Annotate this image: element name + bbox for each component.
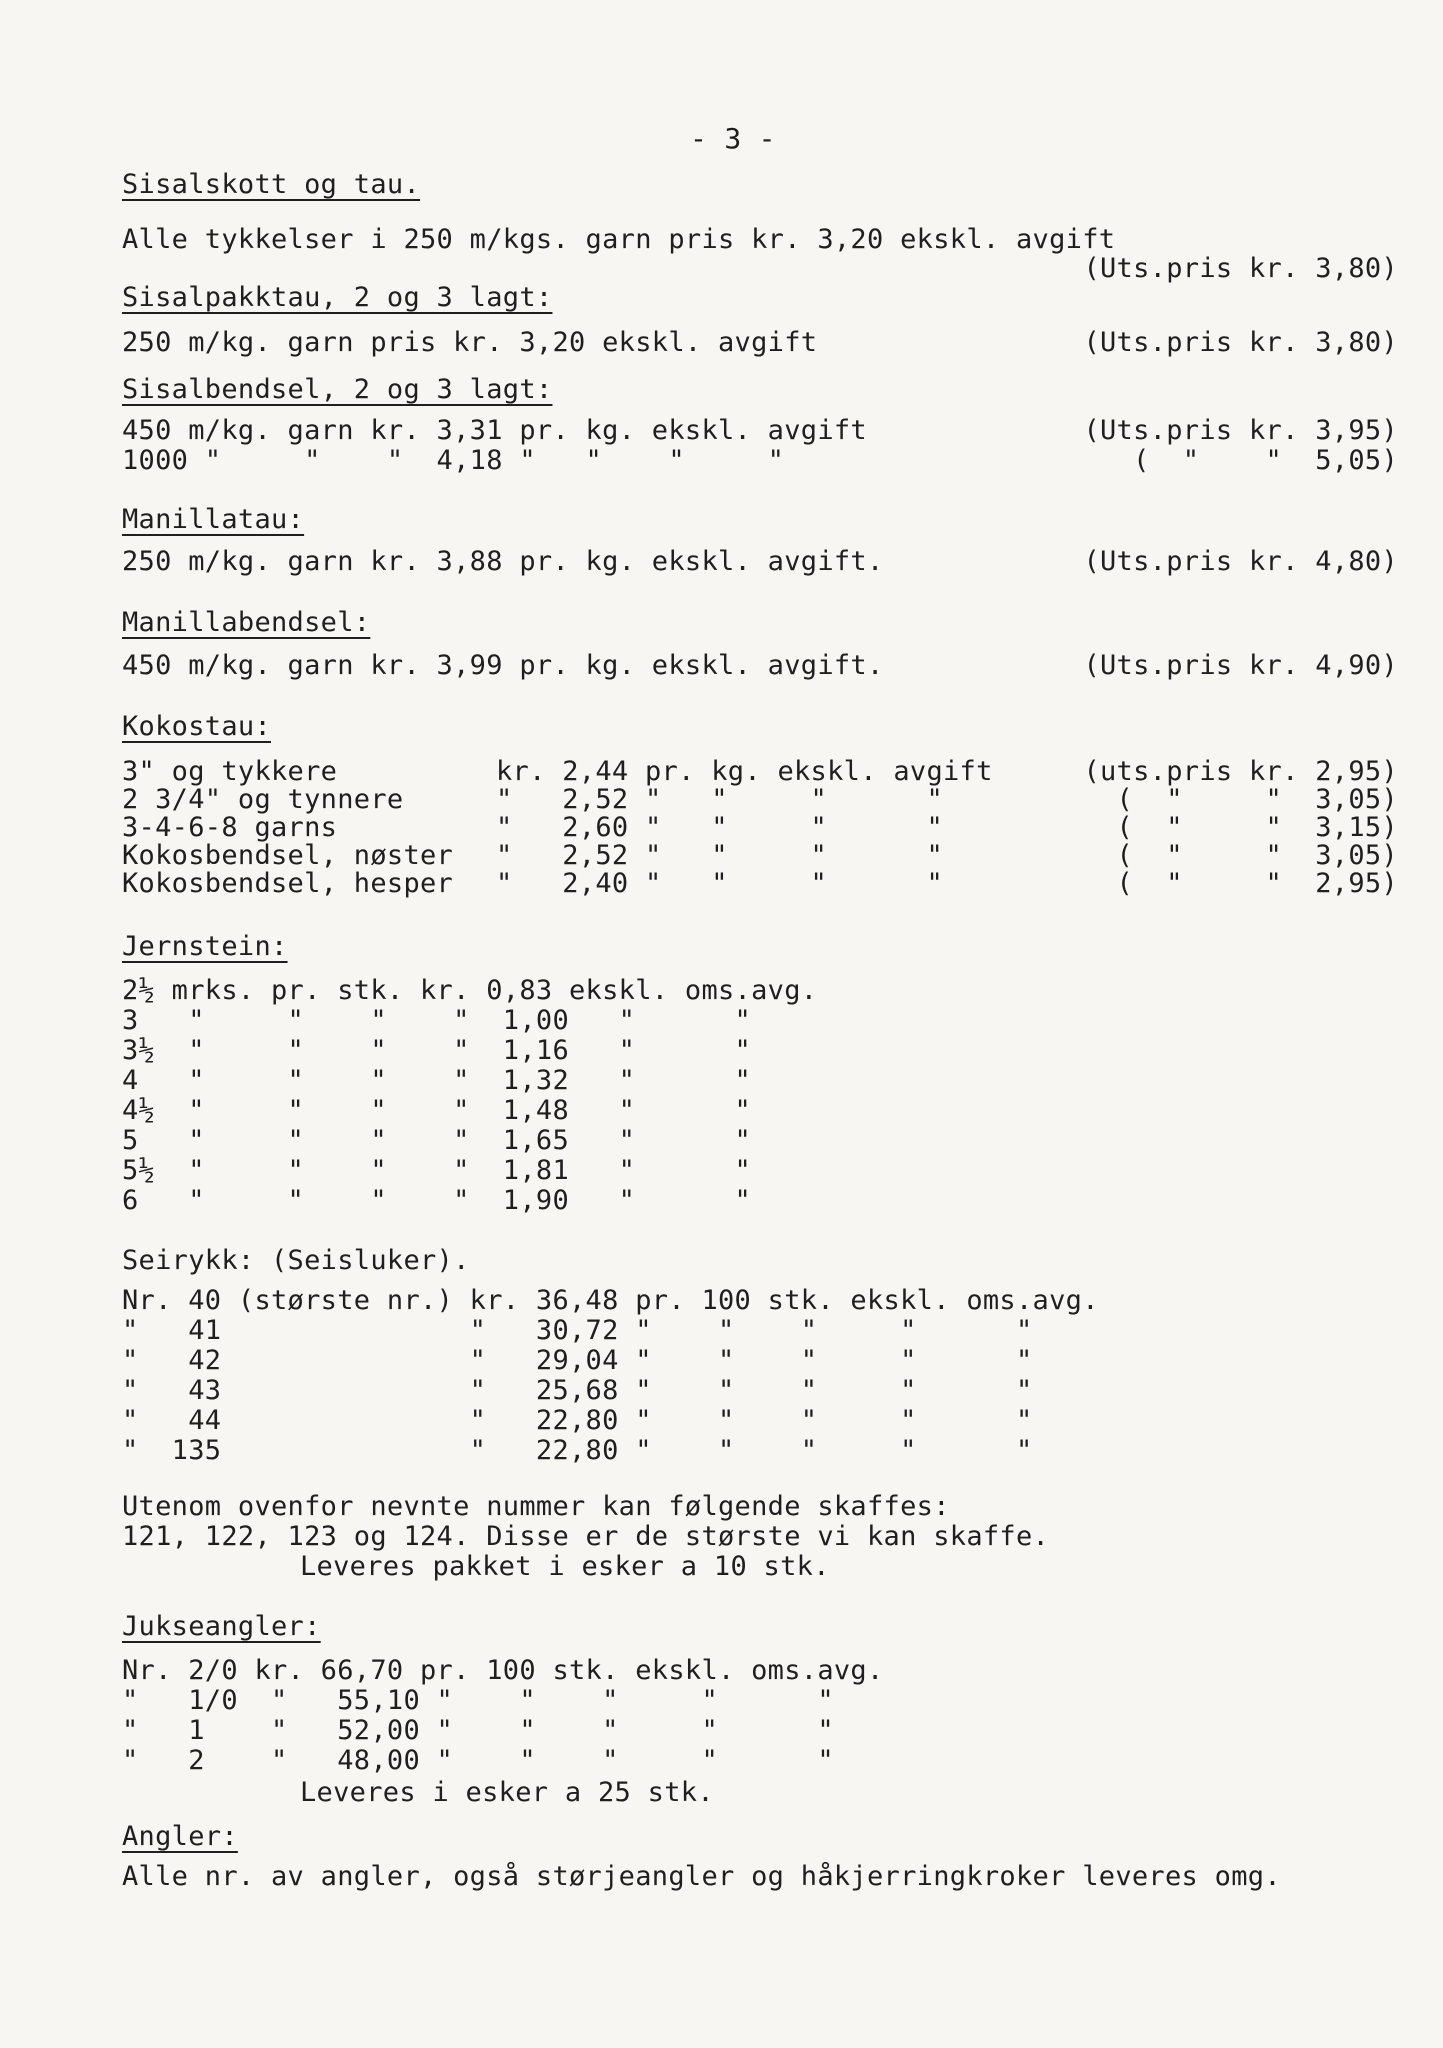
kokostau-name-5: Kokosbendsel, hesper [122, 868, 454, 899]
sisalbendsel-line-2: 1000 " " " 4,18 " " " " [122, 445, 785, 476]
heading-kokostau: Kokostau: [122, 711, 271, 742]
seirykk-row-1: Nr. 40 (største nr.) kr. 36,48 pr. 100 stk. ekskl. oms.avg. [122, 1285, 1099, 1316]
angler-line: Alle nr. av angler, også størjeangler og håkjerringkroker leveres omg. [122, 1861, 1281, 1892]
jernstein-row-8: 6 " " " " 1,90 " " [122, 1185, 752, 1216]
manillatau-line: 250 m/kg. garn kr. 3,88 pr. kg. ekskl. avgift. [122, 546, 884, 577]
heading-manillabendsel: Manillabendsel: [122, 607, 371, 638]
seirykk-note-2: 121, 122, 123 og 124. Disse er de største vi kan skaffe. [122, 1521, 1050, 1552]
heading-jukseangler: Jukseangler: [122, 1611, 321, 1642]
kokostau-price-4: " 2,52 " " " " [496, 840, 943, 871]
kokostau-uts-3: ( " " 3,15) [1116, 812, 1398, 843]
manillabendsel-line: 450 m/kg. garn kr. 3,99 pr. kg. ekskl. avgift. [122, 650, 884, 681]
jernstein-row-1: 2½ mrks. pr. stk. kr. 0,83 ekskl. oms.avg. [122, 975, 818, 1006]
jernstein-row-5: 4½ " " " " 1,48 " " [122, 1095, 752, 1126]
kokostau-name-4: Kokosbendsel, nøster [122, 840, 454, 871]
jukseangler-row-3: " 1 " 52,00 " " " " " [122, 1715, 834, 1746]
kokostau-name-1: 3" og tykkere [122, 756, 338, 787]
heading-angler: Angler: [122, 1821, 238, 1852]
kokostau-price-1: kr. 2,44 pr. kg. ekskl. avgift [496, 756, 993, 787]
kokostau-price-3: " 2,60 " " " " [496, 812, 943, 843]
jernstein-row-6: 5 " " " " 1,65 " " [122, 1125, 752, 1156]
seirykk-row-6: " 135 " 22,80 " " " " " [122, 1435, 1033, 1466]
kokostau-name-2: 2 3/4" og tynnere [122, 784, 404, 815]
sisalbendsel-price-1: (Uts.pris kr. 3,95) [1083, 415, 1398, 446]
jernstein-row-3: 3½ " " " " 1,16 " " [122, 1035, 752, 1066]
heading-jernstein: Jernstein: [122, 931, 288, 962]
sisalpakktau-price: (Uts.pris kr. 3,80) [1083, 327, 1398, 358]
manillatau-price: (Uts.pris kr. 4,80) [1083, 546, 1398, 577]
kokostau-name-3: 3-4-6-8 garns [122, 812, 338, 843]
heading-sisalbendsel: Sisalbendsel, 2 og 3 lagt: [122, 374, 553, 405]
heading-seirykk: Seirykk: (Seisluker). [122, 1245, 470, 1276]
kokostau-price-2: " 2,52 " " " " [496, 784, 943, 815]
jernstein-row-4: 4 " " " " 1,32 " " [122, 1065, 752, 1096]
kokostau-uts-1: (uts.pris kr. 2,95) [1083, 756, 1398, 787]
page-number: - 3 - [690, 122, 776, 155]
seirykk-row-3: " 42 " 29,04 " " " " " [122, 1345, 1033, 1376]
seirykk-note-1: Utenom ovenfor nevnte nummer kan følgende skaffes: [122, 1491, 950, 1522]
kokostau-uts-2: ( " " 3,05) [1116, 784, 1398, 815]
seirykk-row-2: " 41 " 30,72 " " " " " [122, 1315, 1033, 1346]
sisalpakktau-line: 250 m/kg. garn pris kr. 3,20 ekskl. avgift [122, 327, 818, 358]
heading-manillatau: Manillatau: [122, 504, 305, 535]
kokostau-uts-4: ( " " 3,05) [1116, 840, 1398, 871]
sisalbendsel-line-1: 450 m/kg. garn kr. 3,31 pr. kg. ekskl. avgift [122, 415, 867, 446]
jukseangler-note: Leveres i esker a 25 stk. [300, 1777, 714, 1808]
heading-sisalpakktau: Sisalpakktau, 2 og 3 lagt: [122, 282, 553, 313]
seirykk-note-3: Leveres pakket i esker a 10 stk. [300, 1551, 830, 1582]
manillabendsel-price: (Uts.pris kr. 4,90) [1083, 650, 1398, 681]
sisalskott-line: Alle tykkelser i 250 m/kgs. garn pris kr. 3,20 ekskl. avgift [122, 224, 1116, 255]
jernstein-row-2: 3 " " " " 1,00 " " [122, 1005, 752, 1036]
jukseangler-row-2: " 1/0 " 55,10 " " " " " [122, 1685, 834, 1716]
sisalbendsel-price-2: ( " " 5,05) [1133, 445, 1398, 476]
jernstein-row-7: 5½ " " " " 1,81 " " [122, 1155, 752, 1186]
heading-sisalskott: Sisalskott og tau. [122, 169, 420, 200]
seirykk-row-4: " 43 " 25,68 " " " " " [122, 1375, 1033, 1406]
sisalskott-price: (Uts.pris kr. 3,80) [1083, 253, 1398, 284]
seirykk-row-5: " 44 " 22,80 " " " " " [122, 1405, 1033, 1436]
jukseangler-row-4: " 2 " 48,00 " " " " " [122, 1745, 834, 1776]
kokostau-uts-5: ( " " 2,95) [1116, 868, 1398, 899]
jukseangler-row-1: Nr. 2/0 kr. 66,70 pr. 100 stk. ekskl. oms.avg. [122, 1655, 884, 1686]
kokostau-price-5: " 2,40 " " " " [496, 868, 943, 899]
